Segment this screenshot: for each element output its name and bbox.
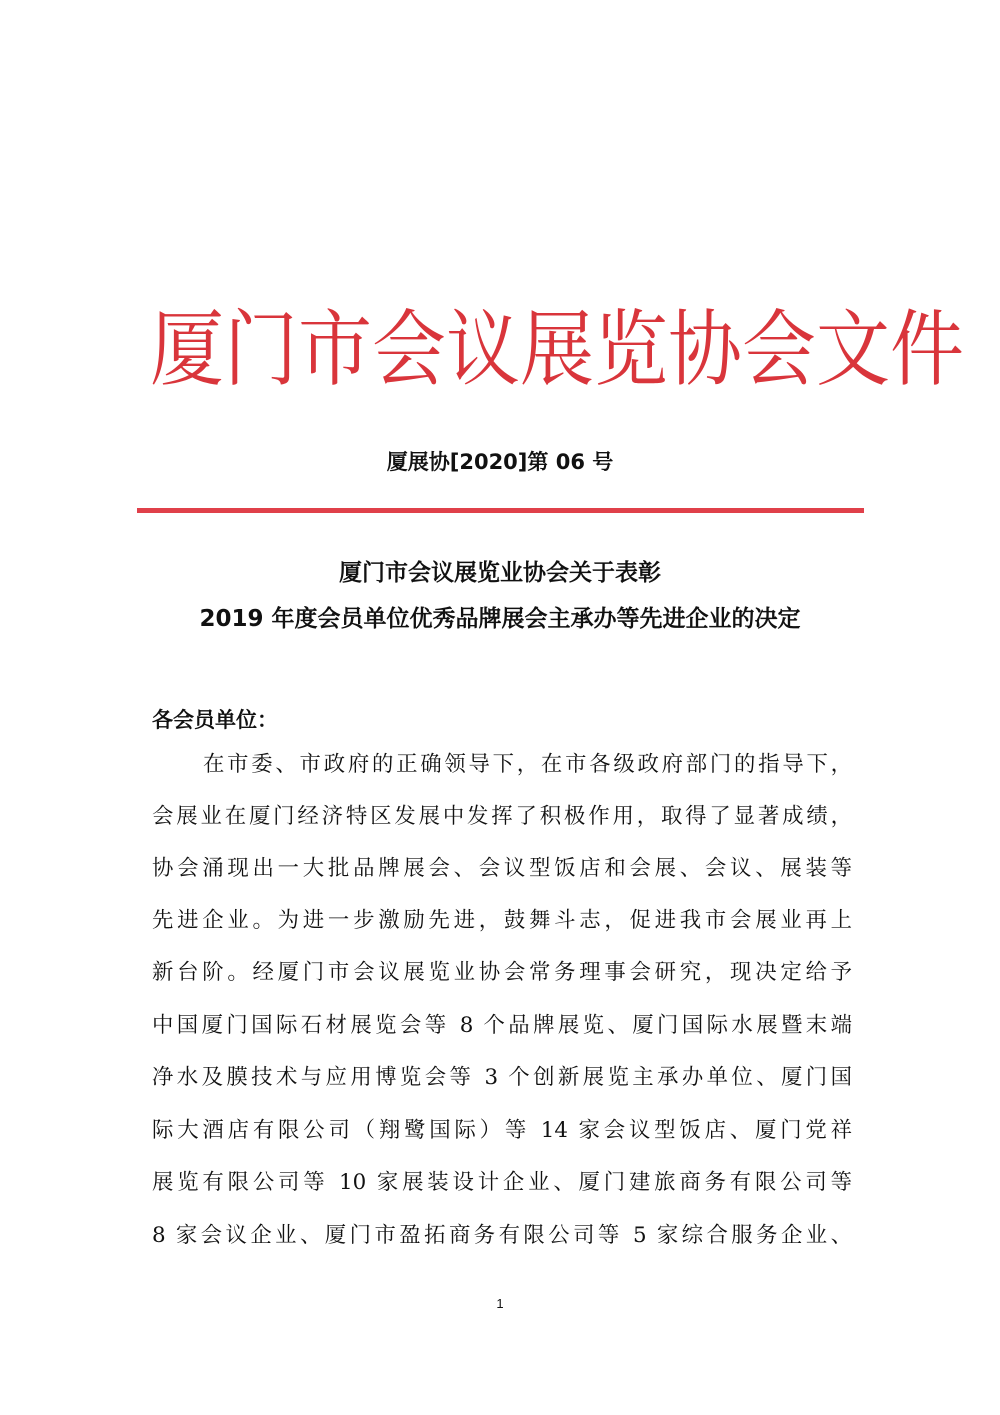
header-title-char: 厦 bbox=[150, 301, 224, 399]
body-line: 净水及膜技术与应用博览会等 3 个创新展览主承办单位、厦门国 bbox=[152, 1065, 852, 1090]
header-title-char: 文 bbox=[816, 301, 890, 399]
body-line: 展览有限公司等 10 家展装设计企业、厦门建旅商务有限公司等 bbox=[152, 1170, 852, 1195]
body-line: 中国厦门国际石材展览会等 8 个品牌展览、厦门国际水展暨末端 bbox=[152, 1013, 852, 1038]
page-number: 1 bbox=[496, 1296, 504, 1311]
body-line: 先进企业。为进一步激励先进，鼓舞斗志，促进我市会展业再上 bbox=[152, 908, 852, 933]
body-line: 新台阶。经厦门市会议展览业协会常务理事会研究，现决定给予 bbox=[152, 960, 852, 985]
body-line: 会展业在厦门经济特区发展中发挥了积极作用，取得了显著成绩， bbox=[152, 804, 852, 829]
header-title-char: 市 bbox=[298, 301, 372, 399]
body-line: 8 家会议企业、厦门市盈拓商务有限公司等 5 家综合服务企业、 bbox=[152, 1223, 852, 1248]
header-title-char: 件 bbox=[890, 301, 964, 399]
body-line: 协会涌现出一大批品牌展会、会议型饭店和会展、会议、展装等 bbox=[152, 856, 852, 881]
header-title-char: 议 bbox=[446, 301, 520, 399]
header-title-char: 览 bbox=[594, 301, 668, 399]
document-title-line-1: 厦门市会议展览业协会关于表彰 bbox=[339, 560, 661, 586]
body-line: 际大酒店有限公司（翔鹭国际）等 14 家会议型饭店、厦门党祥 bbox=[152, 1118, 852, 1143]
document-title-line-2: 2019 年度会员单位优秀品牌展会主承办等先进企业的决定 bbox=[199, 606, 801, 632]
document-number: 厦展协[2020]第 06 号 bbox=[386, 450, 614, 474]
header-title-char: 展 bbox=[520, 301, 594, 399]
header-title-char: 门 bbox=[224, 301, 298, 399]
header-title-char: 会 bbox=[372, 301, 446, 399]
document-header-title bbox=[150, 300, 964, 400]
salutation: 各会员单位： bbox=[152, 708, 278, 732]
header-title-char: 协 bbox=[668, 301, 742, 399]
header-title-char: 会 bbox=[742, 301, 816, 399]
body-line: 在市委、市政府的正确领导下，在市各级政府部门的指导下， bbox=[203, 752, 852, 777]
red-divider-rule bbox=[137, 508, 864, 513]
